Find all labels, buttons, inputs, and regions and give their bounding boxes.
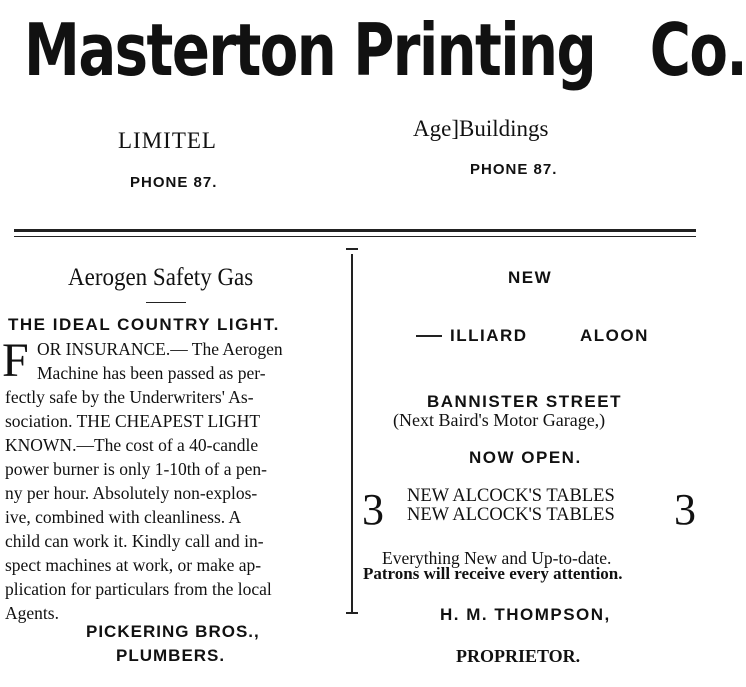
aerogen-heading-rule (146, 302, 186, 303)
aerogen-line-11: plication for particulars from the local (5, 579, 272, 599)
location-note: (Next Baird's Motor Garage,) (393, 410, 606, 430)
aerogen-line-12: Agents. (5, 603, 59, 623)
tables-count-left: 3 (362, 485, 384, 534)
header-rule-thin (14, 236, 696, 237)
masthead-title (24, 2, 746, 98)
aerogen-line-4: sociation. THE CHEAPEST LIGHT (5, 411, 261, 431)
tables-line-1: NEW ALCOCK'S TABLES (407, 486, 615, 506)
aerogen-line-10: spect machines at work, or make ap- (5, 555, 262, 575)
tables-line-2: NEW ALCOCK'S TABLES (407, 505, 615, 525)
masthead-company-name: Masterton Printing (24, 8, 596, 92)
saloon-label: ALOON (580, 326, 649, 345)
billiard-dash (416, 335, 442, 337)
limited-label: LIMITEL (118, 128, 217, 153)
street-label: BANNISTER STREET (427, 392, 622, 411)
aerogen-heading: Aerogen Safety Gas (68, 264, 254, 291)
column-divider (351, 254, 353, 612)
aerogen-signature-name: PICKERING BROS., (86, 622, 260, 641)
billiard-label: ILLIARD (450, 326, 528, 345)
masthead-co: Co. (649, 8, 746, 92)
proprietor-name: H. M. THOMPSON, (440, 605, 611, 624)
aerogen-signature-trade: PLUMBERS. (116, 646, 226, 665)
aerogen-line-2: Machine has been passed as per- (37, 363, 266, 383)
tables-count-right: 3 (674, 485, 696, 534)
aerogen-line-8: ive, combined with cleanliness. A (5, 507, 242, 527)
aerogen-subheading: THE IDEAL COUNTRY LIGHT. (8, 315, 280, 334)
aerogen-line-9: child can work it. Kindly call and in- (5, 531, 264, 551)
proprietor-title: PROPRIETOR. (456, 646, 581, 666)
billiard-new-label: NEW (508, 268, 553, 287)
aerogen-line-6: power burner is only 1-10th of a pen- (5, 459, 267, 479)
now-open-label: NOW OPEN. (469, 448, 582, 467)
patrons-line: Patrons will receive every attention. (363, 564, 623, 583)
header-rule-thick (14, 229, 696, 232)
column-divider-cap-top (346, 248, 358, 258)
phone-right: PHONE 87. (470, 161, 558, 178)
aerogen-line-1: OR INSURANCE.— The Aerogen (37, 339, 283, 359)
aerogen-line-3: fectly safe by the Underwriters' As- (5, 387, 254, 407)
column-divider-cap-bottom (346, 604, 358, 614)
everything-new-line: Everything New and Up-to-date. (382, 548, 612, 568)
phone-left: PHONE 87. (130, 174, 218, 191)
aerogen-line-5: KNOWN.—The cost of a 40-candle (5, 435, 259, 455)
address-label: Age]Buildings (413, 116, 549, 141)
aerogen-dropcap: F (2, 334, 29, 387)
aerogen-line-7: ny per hour. Absolutely non-explos- (5, 483, 258, 503)
